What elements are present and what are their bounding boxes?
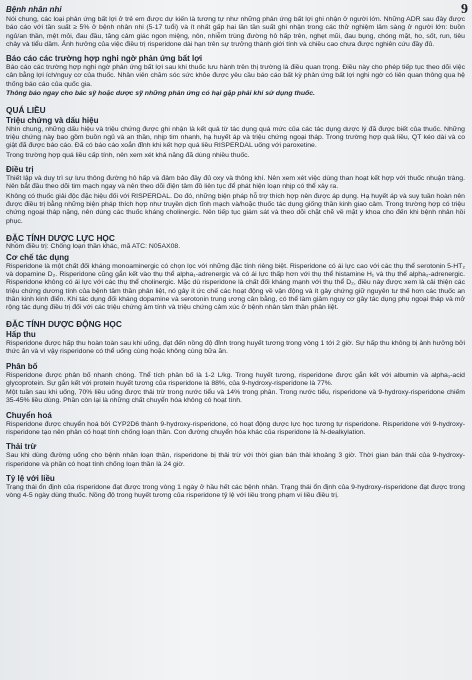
metabolism-text: Risperidone được chuyển hoá bởi CYP2D6 thành 9-hydroxy-risperidone, có hoạt động dược lực học tương tự risperidone. Risperidone với 9-hydroxy-risperidone tạo nên phân có hoạt tính chống loạn thần. Con đường chuyển hóa khác của risperidone là N-dealkylation.: [6, 420, 465, 436]
elimination-text: Sau khi dùng đường uống cho bệnh nhân loạn thần, risperidone bị thải trừ với thời gian bán thải khoảng 3 giờ. Thời gian bán thải của 9-hydroxy-risperidone và phần có hoạt tính chống loạn thần là 24 giờ.: [6, 452, 465, 468]
page-number: 9: [461, 2, 468, 17]
absorption-text: Risperidone được hấp thu hoàn toàn sau khi uống, đạt đến nồng độ đỉnh trong huyết tương trong vòng 1 tới 2 giờ. Sự hấp thu không bị ảnh hưởng bởi thức ăn và vì vậy risperidone có thể uống cùng hoặc không cùng bữa ăn.: [6, 339, 465, 356]
subheading-dose-proportionality: Tỷ lệ với liều: [6, 473, 55, 483]
section-reporting: [6, 54, 465, 98]
excretion-summary-text: Một tuần sau khi uống, 70% liều uống được thải trừ trong nước tiểu và 14% trong phân. Trong nước tiểu, risperidone và 9-hydroxy-risperidone chiếm 35-45% liều dùng. Phần còn lại là những chất chuyển hóa không có hoạt tính.: [6, 389, 465, 405]
section-pediatric: [6, 5, 465, 49]
heading-pharmacokinetics: ĐẶC TÍNH DƯỢC ĐỘNG HỌC: [6, 319, 122, 330]
atc-text: Nhóm điều trị: Chống loạn thần khác, mã ATC: N05AX08.: [6, 243, 181, 251]
subheading-distribution: Phân bố: [6, 361, 38, 371]
distribution-text: Risperidone được phân bố nhanh chóng. Thể tích phân bố là 1-2 L/kg. Trong huyết tương, risperidone được gắn kết với albumin và alpha₁-acid glycoprotein. Sự gắn kết với protein huyết tương của risperidone là 88%, của 9-hydroxy-risperidone là 77%.: [6, 371, 465, 387]
subheading-symptoms: Triệu chứng và dấu hiệu: [6, 115, 99, 125]
pediatric-text: Nói chung, các loại phản ứng bất lợi ở trẻ em được dự kiến là tương tự như những phản ứng bất lợi ghi nhận ở người lớn. Những ADR sau đây được báo cáo với tần suất ≥ 5% ở bệnh nhân nhi (5-17 tuổi) và ít nhất gấp hai lần tần suất ghi nhận trong các thử nghiệm lâm sàng ở người lớn: buồn ngủ/an thần, mệt mỏi, đau đầu, tăng cảm giác ngon miệng, nôn, nhiễm trùng đường hô hấp trên, nghẹt mũi, đau bụng, chóng mặt, ho, sốt, run, tiêu chảy và tiểu dầm. Ảnh hưởng của việc điều trị risperidone dài hạn trên sự trưởng thành giới tính và chiều cao chưa được nghiên cứu đầy đủ.: [6, 16, 465, 48]
heading-pediatric: Bệnh nhân nhi: [6, 5, 62, 14]
overdose-treatment-text: Thiết lập và duy trì sự lưu thông đường hô hấp và đảm bảo đầy đủ oxy và thông khí. Nên xem xét việc dùng than hoạt kết hợp với thuốc nhuận tràng. Nên bắt đầu theo dõi tim mạch ngay và nên theo dõi điện tâm đồ liên tục để phát hiện loạn nhịp có thể xảy ra.: [6, 175, 465, 191]
section-pharmacokinetics: [6, 319, 465, 500]
overdose-antidote-text: Không có thuốc giải độc đặc hiệu đối với RISPERDAL. Do đó, những biện pháp hỗ trợ thích hợp nên được áp dụng. Hạ huyết áp và suy tuần hoàn nên được điều trị bằng những biện pháp thích hợp như truyền dịch tĩnh mạch và/hoặc thuốc tác dụng giống thần kinh giao cảm. Trong trường hợp có triệu chứng ngoại tháp nặng, nên dùng các thuốc kháng cholinergic. Nên tiếp tục giám sát và theo dõi chặt chẽ về mặt y khoa cho đến khi bệnh nhân hồi phục.: [6, 192, 465, 225]
dose-proportionality-text: Trạng thái ổn định của risperidone đạt được trong vòng 1 ngày ở hầu hết các bệnh nhân. Trạng thái ổn định của 9-hydroxy-risperidone đạt được trong vòng 4-5 ngày dùng thuốc. Nồng độ trong huyết tương của risperidone tỷ lệ với liều trong phạm vi liều điều trị.: [6, 483, 465, 500]
reporting-notice: Thông báo ngay cho bác sỹ hoặc dược sỹ những phản ứng có hại gặp phải khi sử dụng thuốc.: [6, 90, 315, 98]
subheading-treatment: Điều trị: [6, 165, 34, 175]
heading-overdose: QUÁ LIỀU: [6, 105, 46, 116]
heading-pharmacodynamics: ĐẶC TÍNH DƯỢC LỰC HỌC: [6, 232, 115, 243]
overdose-symptoms-text: Nhìn chung, những dấu hiệu và triệu chứng được ghi nhận là kết quả từ tác dụng quá mức của các tác dụng dược lý đã được biết của thuốc. Những triệu chứng này bao gồm buồn ngủ và an thần, nhịp tim nhanh, hạ huyết áp và triệu chứng ngoại tháp. Trong trường hợp quá liều, QT kéo dài và co giật đã được báo cáo. Đã có báo cáo xoắn đỉnh khi kết hợp quá liều RISPERDAL uống với paroxetine.: [6, 125, 465, 150]
reporting-text: Báo cáo các trường hợp nghi ngờ phản ứng bất lợi sau khi thuốc lưu hành trên thị trường là điều quan trọng. Điều này cho phép tiếp tục theo dõi việc cân bằng lợi ích/nguy cơ của thuốc. Nhân viên chăm sóc sức khỏe được yêu cầu báo cáo bất kỳ phản ứng bất lợi nghi ngờ có liên quan thông qua hệ thống báo cáo của quốc gia.: [6, 64, 465, 88]
heading-reporting: Báo cáo các trường hợp nghi ngờ phản ứng bất lợi: [6, 54, 203, 64]
subheading-metabolism: Chuyển hoá: [6, 410, 52, 420]
section-overdose: [6, 105, 465, 225]
subheading-absorption: Hấp thu: [6, 329, 36, 339]
mechanism-text: Risperidone là một chất đối kháng monoaminergic có chọn lọc với những đặc tính riêng biệt. Risperidone có ái lực cao với các thụ thể serotonin 5-HT₂ và dopamine D₂. Risperidone cũng gắn kết vào thụ thể alpha₁-adrenergic và có ái lực thấp hơn với thụ thể histamine H₁ và thụ thể alpha₂-adrenergic. Risperidone không có ái lực với các thụ thể cholinergic. Mặc dù risperidone là chất đối kháng mạnh với thụ thể D₂, điều này được xem là cải thiện các triệu chứng dương tính của bệnh tâm thần phân liệt, nó gây ít ức chế các hoạt động về vận động và ít gây chứng giữ nguyên tư thế hơn các thuốc an thần kinh kinh điển. Khi tác dụng đối kháng dopamine và serotonin trung ương cân bằng, có thể làm giảm nguy cơ gây tác dụng phụ ngoại tháp và mở rộng tác dụng điều trị đối với các triệu chứng âm tính và triệu chứng cảm xúc ở bệnh nhân tâm thần phân liệt.: [6, 262, 465, 312]
section-pharmacodynamics: [6, 233, 465, 313]
subheading-elimination: Thải trừ: [6, 442, 37, 452]
overdose-acute-text: Trong trường hợp quá liều cấp tính, nên xem xét khả năng đã dùng nhiều thuốc.: [6, 151, 250, 159]
subheading-mechanism: Cơ chế tác dụng: [6, 252, 70, 262]
